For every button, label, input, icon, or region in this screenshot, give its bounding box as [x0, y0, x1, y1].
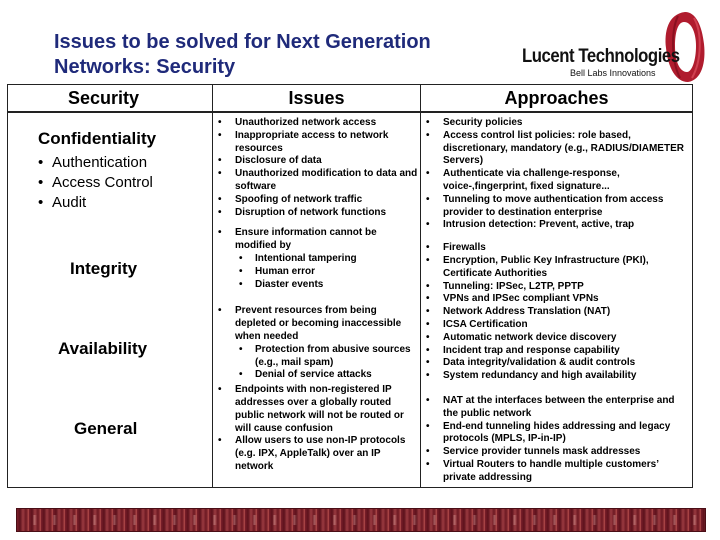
- confidentiality-list: [38, 153, 153, 213]
- approaches-general: [421, 395, 692, 485]
- approach-item: • Authenticate via challenge-response, voice-,fingerprint, fixed signature...: [421, 168, 692, 194]
- approaches-column: [421, 112, 693, 488]
- decorative-footer-band: [16, 508, 706, 532]
- security-availability: Availability: [58, 339, 148, 358]
- approach-item: • VPNs and IPSec compliant VPNs: [421, 293, 692, 306]
- approach-item: • Firewalls: [421, 242, 692, 255]
- footer-pattern: [17, 515, 705, 525]
- issue-subitem: • Intentional tampering: [213, 253, 420, 266]
- approach-item: • Service provider tunnels mask addresses: [421, 446, 692, 459]
- table-header-row: [8, 85, 693, 113]
- issues-integrity: [213, 227, 420, 291]
- issue-item: • Unauthorized network access: [213, 117, 420, 130]
- conf-item: • Audit: [38, 193, 153, 213]
- approach-item: • Network Address Translation (NAT): [421, 306, 692, 319]
- logo-tagline: Bell Labs Innovations: [570, 68, 656, 78]
- approach-item: • ICSA Certification: [421, 319, 692, 332]
- approach-item: • Automatic network device discovery: [421, 332, 692, 345]
- issue-subitem: • Denial of service attacks: [213, 369, 420, 382]
- issue-subitem: • Protection from abusive sources (e.g., mail spam): [213, 344, 420, 370]
- issue-subitem: • Human error: [213, 266, 420, 279]
- issues-confidentiality: [213, 117, 420, 219]
- approach-item: • Intrusion detection: Prevent, active, trap: [421, 219, 692, 232]
- header-approaches: Approaches: [421, 85, 693, 113]
- approach-item: • Virtual Routers to handle multiple customers’ private addressing: [421, 459, 692, 485]
- conf-item: • Authentication: [38, 153, 153, 173]
- issues-availability: [213, 305, 420, 382]
- approach-item: • NAT at the interfaces between the enterprise and the public network: [421, 395, 692, 421]
- approach-item: • Tunneling to move authentication from access provider to destination enterprise: [421, 194, 692, 220]
- issue-item: • Allow users to use non-IP protocols (e.g. IPX, AppleTalk) over an IP network: [213, 435, 420, 473]
- issue-item: • Ensure information cannot be modified by: [213, 227, 420, 253]
- issue-item: • Inappropriate access to network resources: [213, 130, 420, 156]
- security-column: [8, 112, 213, 488]
- issue-subitem: • Diaster events: [213, 279, 420, 292]
- issue-item: • Prevent resources from being depleted or becoming inaccessible when needed: [213, 305, 420, 343]
- title-line-2: Networks: Security: [54, 56, 236, 78]
- approaches-confidentiality: [421, 117, 692, 232]
- approach-item: • System redundancy and high availability: [421, 370, 692, 383]
- approach-item: • End-end tunneling hides addressing and legacy protocols (MPLS, IP-in-IP): [421, 421, 692, 447]
- approaches-integrity: [421, 242, 692, 383]
- approach-item: • Encryption, Public Key Infrastructure (PKI), Certificate Authorities: [421, 255, 692, 281]
- table-body-row: [8, 112, 693, 488]
- security-table: [7, 84, 693, 488]
- issue-item: • Spoofing of network traffic: [213, 194, 420, 207]
- header-issues: Issues: [213, 85, 421, 113]
- issues-general: [213, 384, 420, 474]
- issue-item: • Unauthorized modification to data and software: [213, 168, 420, 194]
- issue-item: • Disruption of network functions: [213, 207, 420, 220]
- conf-item: • Access Control: [38, 173, 153, 193]
- lucent-logo: [520, 6, 716, 86]
- logo-name: Lucent Technologies: [522, 46, 680, 67]
- approach-item: • Access control list policies: role based, discretionary, mandatory (e.g., RADIUS/DIAMETER Servers): [421, 130, 692, 168]
- security-integrity: Integrity: [70, 259, 138, 278]
- issues-column: [213, 112, 421, 488]
- approach-item: • Incident trap and response capability: [421, 345, 692, 358]
- slide-title: [54, 30, 514, 80]
- title-line-1: Issues to be solved for Next Generation: [54, 31, 431, 53]
- security-general: General: [74, 419, 138, 438]
- header-security: Security: [8, 85, 213, 113]
- issue-item: • Disclosure of data: [213, 155, 420, 168]
- approach-item: • Data integrity/validation & audit controls: [421, 357, 692, 370]
- security-confidentiality: Confidentiality: [38, 129, 157, 148]
- approach-item: • Tunneling: IPSec, L2TP, PPTP: [421, 281, 692, 294]
- approach-item: • Security policies: [421, 117, 692, 130]
- issue-item: • Endpoints with non-registered IP addresses over a globally routed public network will not be routed or will cause confusion: [213, 384, 420, 435]
